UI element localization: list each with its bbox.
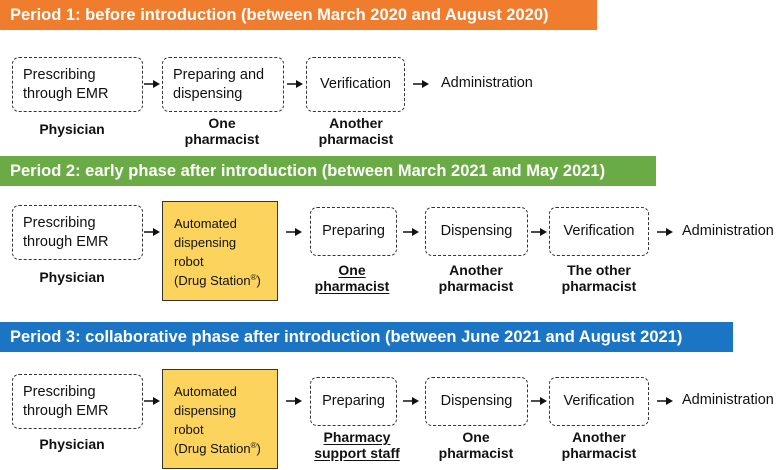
p2-robot-line4: (Drug Station®) [174, 273, 261, 288]
p2-robot-line2: dispensing [174, 235, 237, 250]
p2-robot-line3: robot [174, 254, 204, 269]
p1-role-physician: Physician [39, 121, 105, 137]
p2-role-one-pharmacist: One pharmacist [314, 262, 390, 294]
p1-step-verification: Verification [306, 57, 405, 112]
p3-role-another-pharmacist: Another pharmacist [561, 429, 637, 461]
p2-arrow-3 [402, 227, 420, 237]
p1-step-prescribing: Prescribing through EMR [12, 57, 143, 112]
p1-arrow-1 [143, 79, 161, 89]
p1-arrow-3 [412, 79, 430, 89]
p2-arrow-4 [530, 227, 548, 237]
p2-arrow-5 [656, 227, 674, 237]
p2-step-dispensing: Dispensing [425, 207, 528, 256]
p3-step-preparing: Preparing [310, 377, 397, 426]
p3-arrow-4 [530, 396, 548, 406]
p3-arrow-3 [402, 396, 420, 406]
period-2-banner: Period 2: early phase after introduction (between March 2021 and May 2021) [0, 156, 656, 186]
p2-step-verification: Verification [549, 207, 649, 256]
p2-role-other-pharmacist: The other pharmacist [561, 262, 637, 294]
p3-arrow-1 [143, 396, 161, 406]
p3-robot-line2: dispensing [174, 403, 237, 418]
p2-arrow-1 [143, 227, 161, 237]
p2-robot-line1: Automated [174, 216, 237, 231]
p1-role-one-pharmacist: One pharmacist [184, 115, 260, 147]
p3-role-one-pharmacist: One pharmacist [438, 429, 514, 461]
p3-robot-line1: Automated [174, 384, 237, 399]
p3-administration: Administration [682, 392, 774, 408]
p1-role-another-pharmacist: Another pharmacist [318, 115, 394, 147]
p2-robot-box [162, 201, 278, 301]
p3-arrow-5 [656, 396, 674, 406]
p2-role-another-pharmacist: Another pharmacist [438, 262, 514, 294]
p3-robot-line3: robot [174, 422, 204, 437]
p3-registered-mark: ® [250, 441, 257, 450]
p2-step-preparing: Preparing [310, 207, 397, 256]
p3-step-verification: Verification [549, 377, 649, 426]
p3-step-prescribing: Prescribing through EMR [12, 374, 143, 429]
p3-robot-box [162, 369, 278, 469]
p3-role-physician: Physician [39, 436, 105, 452]
p2-registered-mark: ® [250, 273, 257, 282]
period-3-banner: Period 3: collaborative phase after introduction (between June 2021 and August 2021) [0, 322, 733, 352]
period-1-banner: Period 1: before introduction (between March 2020 and August 2020) [0, 0, 597, 30]
p2-arrow-2 [285, 227, 303, 237]
p1-administration: Administration [441, 75, 533, 91]
p3-arrow-2 [285, 396, 303, 406]
p1-step-preparing-dispensing: Preparing and dispensing [162, 57, 284, 112]
p1-arrow-2 [286, 79, 304, 89]
p2-role-physician: Physician [39, 269, 105, 285]
p2-step-prescribing: Prescribing through EMR [12, 205, 143, 260]
p3-robot-line4: (Drug Station®) [174, 441, 261, 456]
p3-role-pharmacy-support-staff: Pharmacy support staff [314, 429, 400, 461]
p3-step-dispensing: Dispensing [425, 377, 528, 426]
p2-administration: Administration [682, 223, 774, 239]
